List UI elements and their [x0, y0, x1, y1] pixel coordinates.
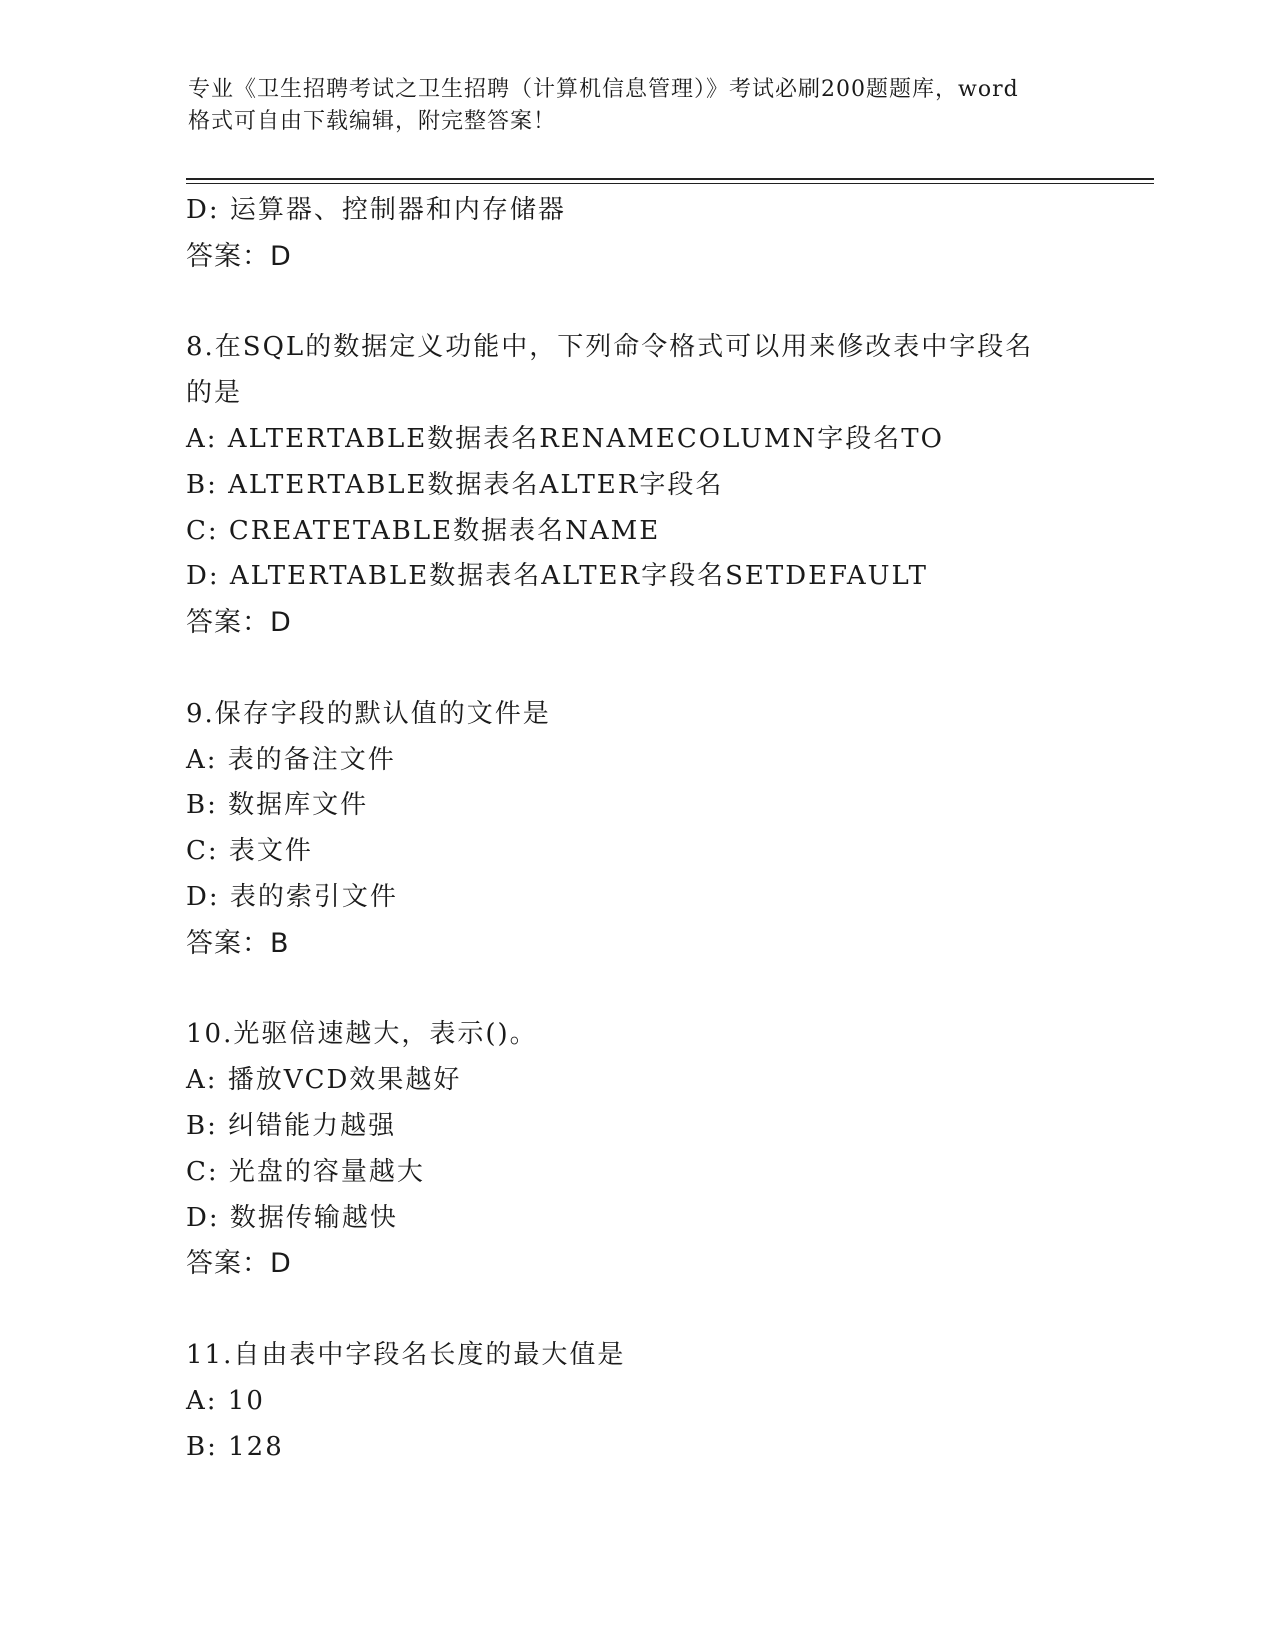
document-header	[188, 74, 1088, 138]
question-stem: 8.在SQL的数据定义功能中，下列命令格式可以用来修改表中字段名	[186, 332, 1034, 363]
option-b: B: ALTERTABLE数据表名ALTER字段名	[186, 469, 724, 500]
spacer	[186, 1287, 1086, 1333]
question-list	[186, 188, 1086, 1470]
question-11	[186, 1333, 1086, 1470]
answer-label: 答案：B	[186, 927, 290, 959]
question-7-tail	[186, 188, 1086, 280]
option-a: A: 10	[186, 1385, 265, 1416]
question-stem: 10.光驱倍速越大，表示()。	[186, 1019, 538, 1050]
option-d: D: 表的索引文件	[186, 881, 398, 912]
question-8	[186, 325, 1086, 646]
option-b: B: 纠错能力越强	[186, 1110, 397, 1141]
option-d: D: ALTERTABLE数据表名ALTER字段名SETDEFAULT	[186, 561, 929, 592]
spacer	[186, 646, 1086, 692]
option-d: D: 数据传输越快	[186, 1202, 398, 1233]
option-c: C: 表文件	[186, 836, 313, 867]
option-c: C: CREATETABLE数据表名NAME	[186, 515, 661, 546]
option-a: A: ALTERTABLE数据表名RENAMECOLUMN字段名TO	[186, 423, 944, 454]
header-line-1: 专业《卫生招聘考试之卫生招聘（计算机信息管理）》考试必刷200题题库，word	[188, 77, 1019, 102]
question-10	[186, 1012, 1086, 1287]
header-rule-thin	[186, 183, 1154, 184]
question-stem-continued: 的是	[186, 378, 243, 409]
answer-label: 答案：D	[186, 240, 292, 272]
option-d: D: 运算器、控制器和内存储器	[186, 195, 566, 225]
header-line-2: 格式可自由下载编辑，附完整答案！	[188, 109, 557, 134]
option-b: B: 数据库文件	[186, 790, 369, 821]
question-stem: 9.保存字段的默认值的文件是	[186, 698, 551, 729]
option-a: A: 播放VCD效果越好	[186, 1065, 462, 1096]
option-b: B: 128	[186, 1431, 284, 1462]
answer-label: 答案：D	[186, 607, 292, 639]
option-a: A: 表的备注文件	[186, 744, 396, 775]
option-c: C: 光盘的容量越大	[186, 1156, 425, 1187]
answer-label: 答案：D	[186, 1248, 292, 1280]
spacer	[186, 967, 1086, 1013]
question-9	[186, 692, 1086, 967]
spacer	[186, 280, 1086, 326]
header-rule-thick	[186, 178, 1154, 180]
question-stem: 11.自由表中字段名长度的最大值是	[186, 1339, 626, 1370]
